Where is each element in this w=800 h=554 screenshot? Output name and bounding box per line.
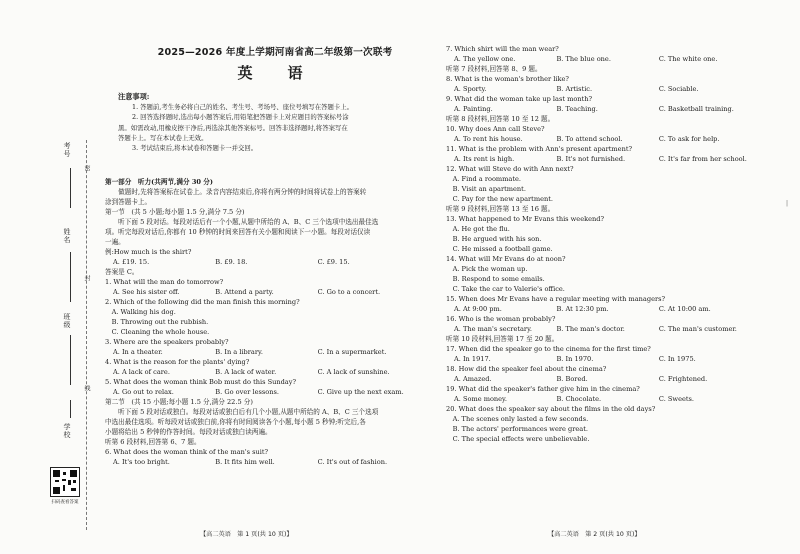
answer-option[interactable]: C. Sociable. — [658, 85, 699, 93]
note-line: 黑。如需改动,用橡皮擦干净后,再选涂其他答案标号。回答非选择题时,将答案写在 — [118, 123, 348, 132]
instruction-line: 第一节 (共 5 小题;每小题 1.5 分,满分 7.5 分) — [105, 208, 245, 216]
answer-option[interactable]: C. Frightened. — [658, 375, 708, 383]
option-row — [446, 354, 776, 364]
option-row — [105, 367, 415, 377]
answer-option[interactable]: A. The man's secretary. — [454, 325, 533, 333]
answer-option[interactable]: C. He missed a football game. — [446, 245, 553, 253]
right-column — [446, 44, 776, 444]
instruction-line: 小题将给出 5 秒钟的作答时间。每段对话或独白读两遍。 — [105, 428, 272, 436]
answer-option[interactable]: B. Go over lessons. — [215, 388, 279, 396]
seal-mark: 线 — [83, 385, 90, 391]
answer-option[interactable]: C. Give up the next exam. — [317, 388, 404, 396]
question-stem: 1. What will the man do tomorrow? — [105, 278, 224, 286]
answer-option[interactable]: C. Basketball training. — [658, 105, 734, 113]
answer-option[interactable]: B. To attend school. — [556, 135, 623, 143]
answer-option[interactable]: A. A lack of care. — [113, 368, 170, 376]
option-row — [105, 287, 415, 297]
field-line — [70, 335, 71, 385]
question-stem: 17. When did the speaker go to the cinema for the first time? — [446, 345, 651, 353]
binding-strip — [0, 0, 100, 554]
answer-option[interactable]: C. Pay for the new apartment. — [446, 195, 553, 203]
qr-code[interactable] — [50, 467, 80, 497]
question-stem: 18. How did the speaker feel about the cinema? — [446, 365, 607, 373]
answer-option[interactable]: C. It's out of fashion. — [317, 458, 388, 466]
answer-option[interactable]: A. Go out to relax. — [113, 388, 174, 396]
instruction-line: 涂到答题卡上。 — [105, 198, 152, 206]
note-line: 1. 答题前,考生务必将自己的姓名、考生号、考场号、座位号填写在答题卡上。 — [132, 103, 354, 112]
answer-option[interactable]: C. The man's customer. — [658, 325, 737, 333]
instruction-line: 听下面 5 段对话。每段对话后有一个小题,从题中所给的 A、B、C 三个选项中选出最佳选 — [105, 218, 379, 226]
note-line: 2. 回答选择题时,选出每小题答案后,用铅笔把答题卡上对应题目的答案标号涂 — [132, 113, 349, 122]
option-row — [446, 374, 776, 384]
field-label-name: 姓名 — [63, 228, 71, 244]
answer-option[interactable]: B. The actors' performances were great. — [446, 425, 588, 433]
option-row — [446, 394, 776, 404]
answer-option[interactable]: B. Bored. — [556, 375, 588, 383]
instruction-line: 中选出最佳选项。听每段对话或独白前,你将有时间阅读各个小题,每小题 5 秒钟;听完后,各 — [105, 418, 366, 426]
question-stem: 8. What is the woman's brother like? — [446, 75, 569, 83]
field-label-class: 班级 — [63, 313, 71, 329]
note-line: 3. 考试结束后,将本试卷和答题卡一并交回。 — [132, 144, 258, 153]
answer-option[interactable]: A. The scenes only lasted a few seconds. — [446, 415, 589, 423]
question-stem: 3. Where are the speakers probably? — [105, 338, 229, 346]
answer-option[interactable]: A. Painting. — [454, 105, 493, 113]
answer-option[interactable]: B. Visit an apartment. — [446, 185, 526, 193]
question-stem: 10. Why does Ann call Steve? — [446, 125, 545, 133]
instruction-line: 听第 9 段材料,回答第 13 至 16 题。 — [446, 205, 555, 213]
qr-caption: 扫码查看答案 — [51, 500, 79, 505]
field-line — [70, 168, 71, 208]
instruction-line: 听第 8 段材料,回答第 10 至 12 题。 — [446, 115, 555, 123]
instruction-line: 听第 7 段材料,回答第 8、9 题。 — [446, 65, 542, 73]
answer-option[interactable]: A. In a theater. — [113, 348, 163, 356]
instruction-line: 听下面 5 段对话或独白。每段对话或独白后有几个小题,从题中所给的 A、B、C 三个选项 — [105, 408, 379, 416]
question-stem: 15. When does Mr Evans have a regular meeting with managers? — [446, 295, 666, 303]
option-row — [105, 387, 415, 397]
answer-option[interactable]: A. At 9:00 pm. — [454, 305, 502, 313]
question-stem: 12. What will Steve do with Ann next? — [446, 165, 574, 173]
answer-option[interactable]: B. Chocolate. — [556, 395, 602, 403]
instruction-line: 答案是 C。 — [105, 268, 139, 276]
instruction-line: 听第 6 段材料,回答第 6、7 题。 — [105, 438, 201, 446]
answer-option[interactable]: B. At 12:30 pm. — [556, 305, 609, 313]
answer-option[interactable]: C. Cleaning the whole house. — [105, 328, 210, 336]
option-row — [446, 84, 776, 94]
answer-option[interactable]: C. A lack of sunshine. — [317, 368, 390, 376]
answer-option[interactable]: A. Walking his dog. — [105, 308, 176, 316]
exam-title: 2025—2026 年度上学期河南省高二年级第一次联考 — [157, 47, 393, 58]
answer-option[interactable]: A. He got the flu. — [446, 225, 510, 233]
seal-mark: 封 — [83, 275, 90, 281]
field-label-exam-number: 考号 — [63, 142, 71, 158]
answer-option[interactable]: C. Go to a concert. — [317, 288, 381, 296]
question-stem: 4. What is the reason for the plants' dying? — [105, 358, 250, 366]
notes-section — [118, 92, 353, 153]
fold-line — [86, 140, 87, 530]
subject-title: 英 语 — [237, 64, 313, 82]
answer-option[interactable]: C. To ask for help. — [658, 135, 720, 143]
instruction-line: 项。听完每段对话后,你都有 10 秒钟的时间来回答有关小题和阅读下一小题。每段对话仅读 — [105, 228, 371, 236]
page-footer-left: 【高二英语 第 1 页(共 10 页)】 — [200, 531, 293, 538]
instruction-line: 第二节 (共 15 小题;每小题 1.5 分,满分 22.5 分) — [105, 398, 253, 406]
answer-option[interactable]: A. Find a roommate. — [446, 175, 521, 183]
answer-option[interactable]: B. In a library. — [215, 348, 263, 356]
question-stem: 19. What did the speaker's father give him in the cinema? — [446, 385, 640, 393]
answer-option[interactable]: B. In 1970. — [556, 355, 594, 363]
instruction-line: 听第 10 段材料,回答第 17 至 20 题。 — [446, 335, 559, 343]
answer-option[interactable]: C. The special effects were unbelievable. — [446, 435, 590, 443]
question-stem: 7. Which shirt will the man wear? — [446, 45, 559, 53]
option-row — [446, 304, 776, 314]
question-stem: 20. What does the speaker say about the films in the old days? — [446, 405, 656, 413]
answer-option[interactable]: C. The white one. — [658, 55, 718, 63]
answer-option[interactable]: A. £19. 15. — [113, 258, 150, 266]
question-stem: 16. Who is the woman probably? — [446, 315, 556, 323]
page-footer-right: 【高二英语 第 2 页(共 10 页)】 — [548, 531, 641, 538]
seal-mark: 密 — [83, 165, 90, 171]
answer-option[interactable]: C. £9. 15. — [317, 258, 350, 266]
answer-option[interactable]: A. Amazed. — [454, 375, 492, 383]
answer-option[interactable]: A. Pick the woman up. — [446, 265, 528, 273]
option-row — [446, 104, 776, 114]
question-stem: 5. What does the woman think Bob must do this Sunday? — [105, 378, 296, 386]
question-stem: 9. What did the woman take up last month? — [446, 95, 592, 103]
instruction-line: 例:How much is the shirt? — [105, 248, 192, 256]
answer-option[interactable]: C. In 1975. — [658, 355, 696, 363]
instruction-line: 一遍。 — [105, 238, 125, 246]
answer-option[interactable]: B. A lack of water. — [215, 368, 277, 376]
answer-option[interactable]: A. Sporty. — [454, 85, 487, 93]
instruction-line: 第一部分 听力(共两节,满分 30 分) — [105, 178, 214, 186]
answer-option[interactable]: C. At 10:00 am. — [658, 305, 711, 313]
option-row — [105, 347, 415, 357]
answer-option[interactable]: A. The yellow one. — [454, 55, 516, 63]
answer-option[interactable]: A. To rent his house. — [454, 135, 523, 143]
option-row — [446, 154, 776, 164]
question-stem: 11. What is the problem with Ann's present apartment? — [446, 145, 633, 153]
field-line — [70, 252, 71, 302]
answer-option[interactable]: B. The blue one. — [556, 55, 611, 63]
answer-option[interactable]: B. He argued with his son. — [446, 235, 542, 243]
note-line: 答题卡上。写在本试卷上无效。 — [118, 133, 208, 142]
answer-option[interactable]: B. Throwing out the rubbish. — [105, 318, 209, 326]
option-row — [105, 257, 415, 267]
answer-option[interactable]: C. In a supermarket. — [317, 348, 387, 356]
answer-option[interactable]: C. It's far from her school. — [658, 155, 747, 163]
field-label-school: 学校 — [63, 423, 71, 439]
option-row — [446, 134, 776, 144]
answer-option[interactable]: A. See his sister off. — [113, 288, 180, 296]
answer-option[interactable]: B. Attend a party. — [215, 288, 274, 296]
answer-option[interactable]: B. £9. 18. — [215, 258, 248, 266]
notes-heading: 注意事项: — [118, 92, 150, 101]
instruction-line: 做题时,先将答案标在试卷上。录音内容结束后,你将有两分钟的时间将试卷上的答案转 — [105, 188, 367, 196]
left-column — [105, 177, 415, 467]
question-stem: 2. Which of the following did the man finish this morning? — [105, 298, 300, 306]
answer-option[interactable]: B. Teaching. — [556, 105, 598, 113]
answer-option[interactable]: B. Respond to some emails. — [446, 275, 545, 283]
option-row — [446, 324, 776, 334]
answer-option[interactable]: A. Its rent is high. — [454, 155, 515, 163]
answer-option[interactable]: B. The man's doctor. — [556, 325, 625, 333]
option-row — [446, 54, 776, 64]
question-stem: 6. What does the woman think of the man's suit? — [105, 448, 269, 456]
answer-option[interactable]: B. Artistic. — [556, 85, 593, 93]
question-stem: 13. What happened to Mr Evans this weekend? — [446, 215, 605, 223]
question-stem: 14. What will Mr Evans do at noon? — [446, 255, 566, 263]
answer-option[interactable]: A. It's too bright. — [113, 458, 170, 466]
answer-option[interactable]: C. Sweets. — [658, 395, 695, 403]
answer-option[interactable]: A. In 1917. — [454, 355, 491, 363]
field-line — [70, 400, 71, 418]
answer-option[interactable]: A. Some money. — [454, 395, 508, 403]
margin-mark: | — [786, 200, 789, 207]
answer-option[interactable]: C. Take the car to Valerie's office. — [446, 285, 565, 293]
answer-option[interactable]: B. It's not furnished. — [556, 155, 626, 163]
option-row — [105, 457, 415, 467]
answer-option[interactable]: B. It fits him well. — [215, 458, 275, 466]
